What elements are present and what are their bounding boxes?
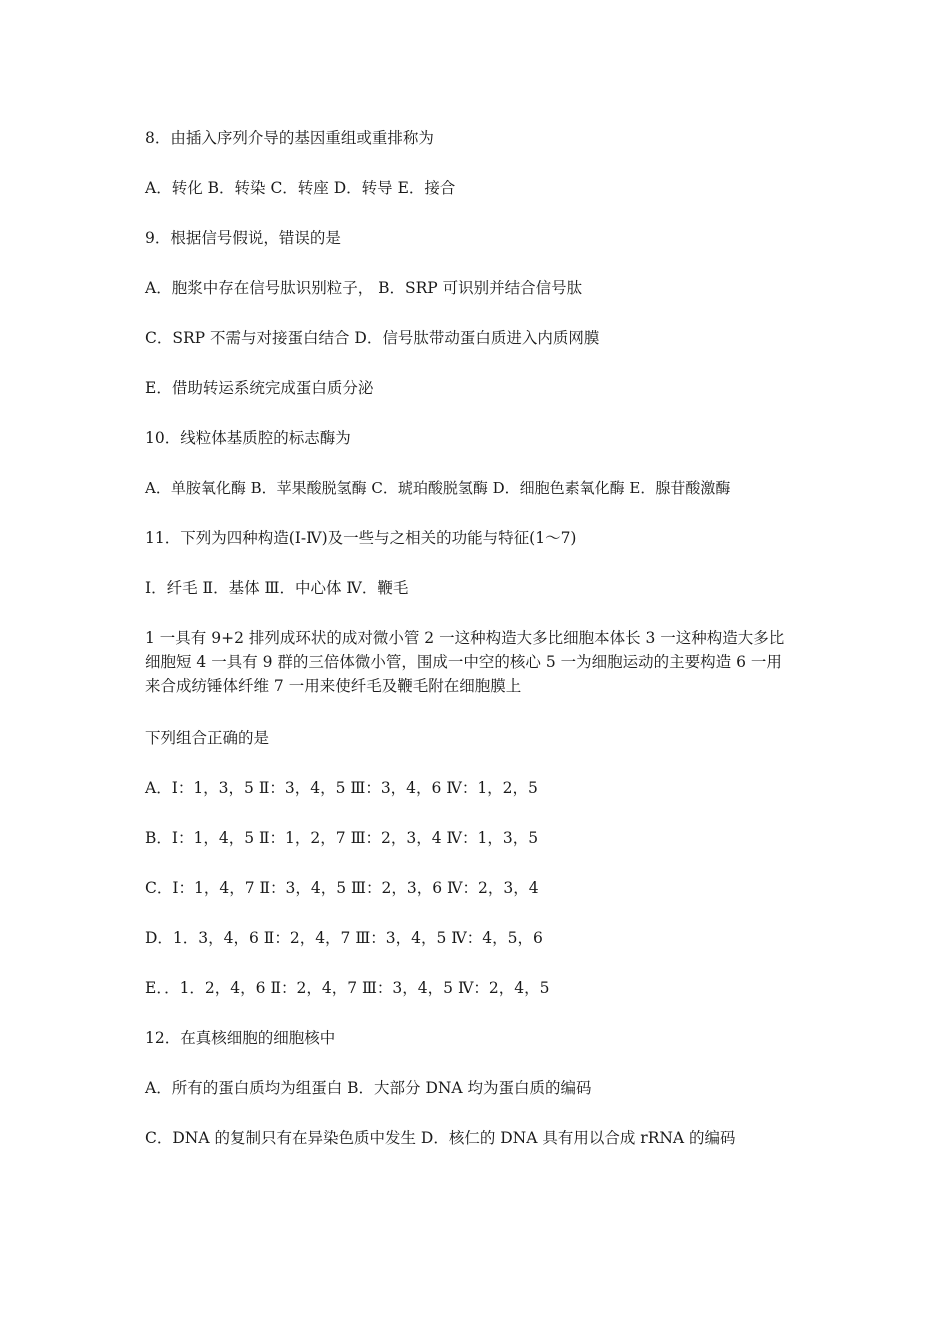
question-12-options-cd: C．DNA 的复制只有在异染色质中发生 D．核仁的 DNA 具有用以合成 rRNA 的编码: [145, 1129, 736, 1147]
question-9-stem: 9．根据信号假说，错误的是: [145, 229, 341, 247]
question-11-features: 1 一具有 9+2 排列成环状的成对微小管 2 一这种构造大多比细胞本体长 3 一这种构造大多比细胞短 4 一具有 9 群的三倍体微小管，围成一中空的核心 5 一为细胞运动的主要构造 6 一用来合成纺锤体纤维 7 一用来使纤毛及鞭毛附在细胞膜上: [145, 629, 785, 695]
question-11-option-c: C．I：1，4，7 Ⅱ：3，4，5 Ⅲ：2，3，6 Ⅳ：2，3，4: [145, 879, 539, 897]
question-8-options: A．转化 B．转染 C．转座 D．转导 E．接合: [145, 179, 456, 197]
question-9-options-ab: A．胞浆中存在信号肽识别粒子， B．SRP 可识别并结合信号肽: [145, 279, 583, 297]
question-11-stem: 11．下列为四种构造(I-Ⅳ)及一些与之相关的功能与特征(1～7): [145, 529, 577, 547]
question-11-structures: I．纤毛 Ⅱ．基体 Ⅲ．中心体 Ⅳ．鞭毛: [145, 579, 409, 597]
question-9-option-e: E．借助转运系统完成蛋白质分泌: [145, 379, 374, 397]
question-12-options-ab: A．所有的蛋白质均为组蛋白 B．大部分 DNA 均为蛋白质的编码: [145, 1079, 592, 1097]
question-8-stem: 8．由插入序列介导的基因重组或重排称为: [145, 129, 434, 147]
question-11-option-b: B．Ⅰ：1，4，5 Ⅱ：1，2，7 Ⅲ：2，3，4 Ⅳ：1，3，5: [145, 829, 539, 847]
question-11-option-d: D．1．3，4，6 Ⅱ：2，4，7 Ⅲ：3，4，5 Ⅳ：4，5，6: [145, 929, 543, 947]
question-10-options: A．单胺氧化酶 B．苹果酸脱氢酶 C．琥珀酸脱氢酶 D．细胞色素氧化酶 E．腺苷酸激酶: [145, 479, 731, 497]
question-10-stem: 10．线粒体基质腔的标志酶为: [145, 429, 351, 447]
question-12-stem: 12．在真核细胞的细胞核中: [145, 1029, 336, 1047]
question-11-option-e: E．．1．2，4，6 Ⅱ：2，4，7 Ⅲ：3，4，5 Ⅳ：2，4，5: [145, 979, 550, 997]
question-9-options-cd: C．SRP 不需与对接蛋白结合 D．信号肽带动蛋白质进入内质网膜: [145, 329, 600, 347]
question-11-option-a: A．Ⅰ：1，3，5 Ⅱ：3，4，5 Ⅲ：3，4，6 Ⅳ：1，2，5: [145, 779, 538, 797]
question-11-prompt: 下列组合正确的是: [145, 729, 270, 747]
